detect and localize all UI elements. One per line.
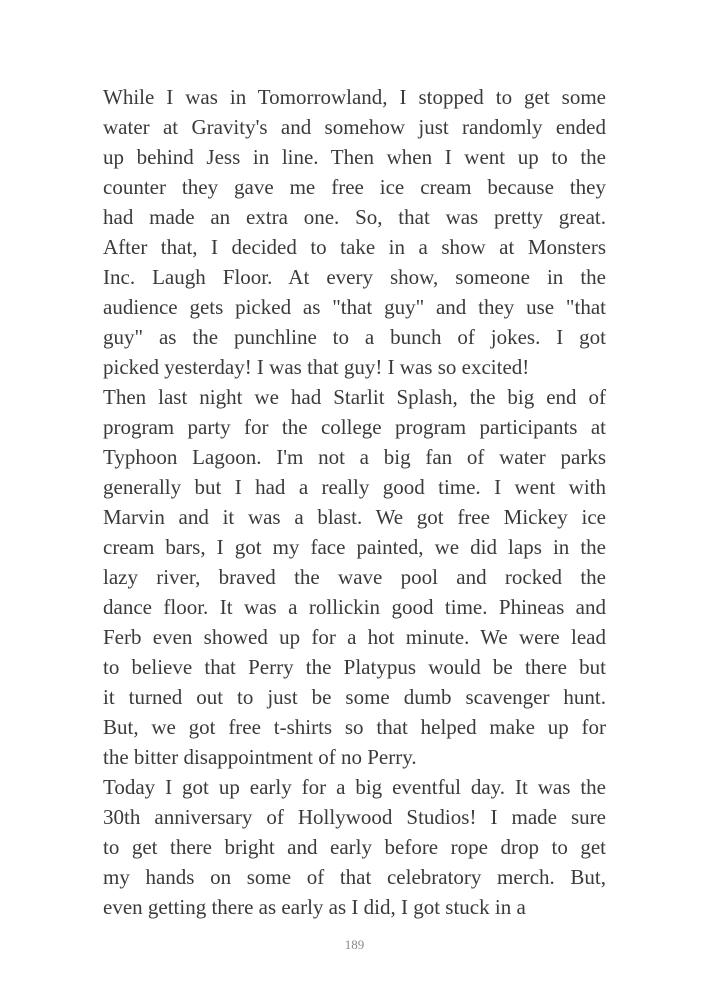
text-line: Typhoon Lagoon. I'm not a big fan of water parks (103, 445, 606, 469)
text-line: After that, I decided to take in a show at Monsters (103, 235, 606, 259)
page-number: 189 (344, 937, 365, 952)
text-line: dance floor. It was a rollickin good time. Phineas and (103, 595, 606, 619)
text-line: Ferb even showed up for a hot minute. We were lead (103, 625, 606, 649)
text-line: the bitter disappointment of no Perry. (103, 745, 417, 769)
body-text (103, 82, 606, 922)
text-line: Then last night we had Starlit Splash, the big end of (103, 385, 606, 409)
text-line: water at Gravity's and somehow just randomly ended (103, 115, 606, 139)
paragraph (103, 772, 606, 922)
text-line: lazy river, braved the wave pool and rocked the (103, 565, 606, 589)
text-line: guy" as the punchline to a bunch of jokes. I got (103, 325, 606, 349)
text-line: Marvin and it was a blast. We got free Mickey ice (103, 505, 606, 529)
text-line: had made an extra one. So, that was pretty great. (103, 205, 606, 229)
text-line: counter they gave me free ice cream because they (103, 175, 606, 199)
text-line: my hands on some of that celebratory merch. But, (103, 865, 606, 889)
text-line: cream bars, I got my face painted, we did laps in the (103, 535, 606, 559)
paragraph (103, 82, 606, 382)
text-line: audience gets picked as "that guy" and they use "that (103, 295, 606, 319)
text-line: up behind Jess in line. Then when I went up to the (103, 145, 606, 169)
text-line: even getting there as early as I did, I got stuck in a (103, 895, 526, 919)
paragraph (103, 382, 606, 772)
text-line: Today I got up early for a big eventful day. It was the (103, 775, 606, 799)
text-line: generally but I had a really good time. I went with (103, 475, 606, 499)
text-line: program party for the college program participants at (103, 415, 606, 439)
text-line: Inc. Laugh Floor. At every show, someone in the (103, 265, 606, 289)
text-line: 30th anniversary of Hollywood Studios! I made sure (103, 805, 606, 829)
text-line: But, we got free t-shirts so that helped make up for (103, 715, 606, 739)
text-line: it turned out to just be some dumb scavenger hunt. (103, 685, 606, 709)
text-line: to believe that Perry the Platypus would be there but (103, 655, 606, 679)
text-line: picked yesterday! I was that guy! I was so excited! (103, 355, 530, 379)
text-line: While I was in Tomorrowland, I stopped to get some (103, 85, 606, 109)
text-line: to get there bright and early before rope drop to get (103, 835, 606, 859)
